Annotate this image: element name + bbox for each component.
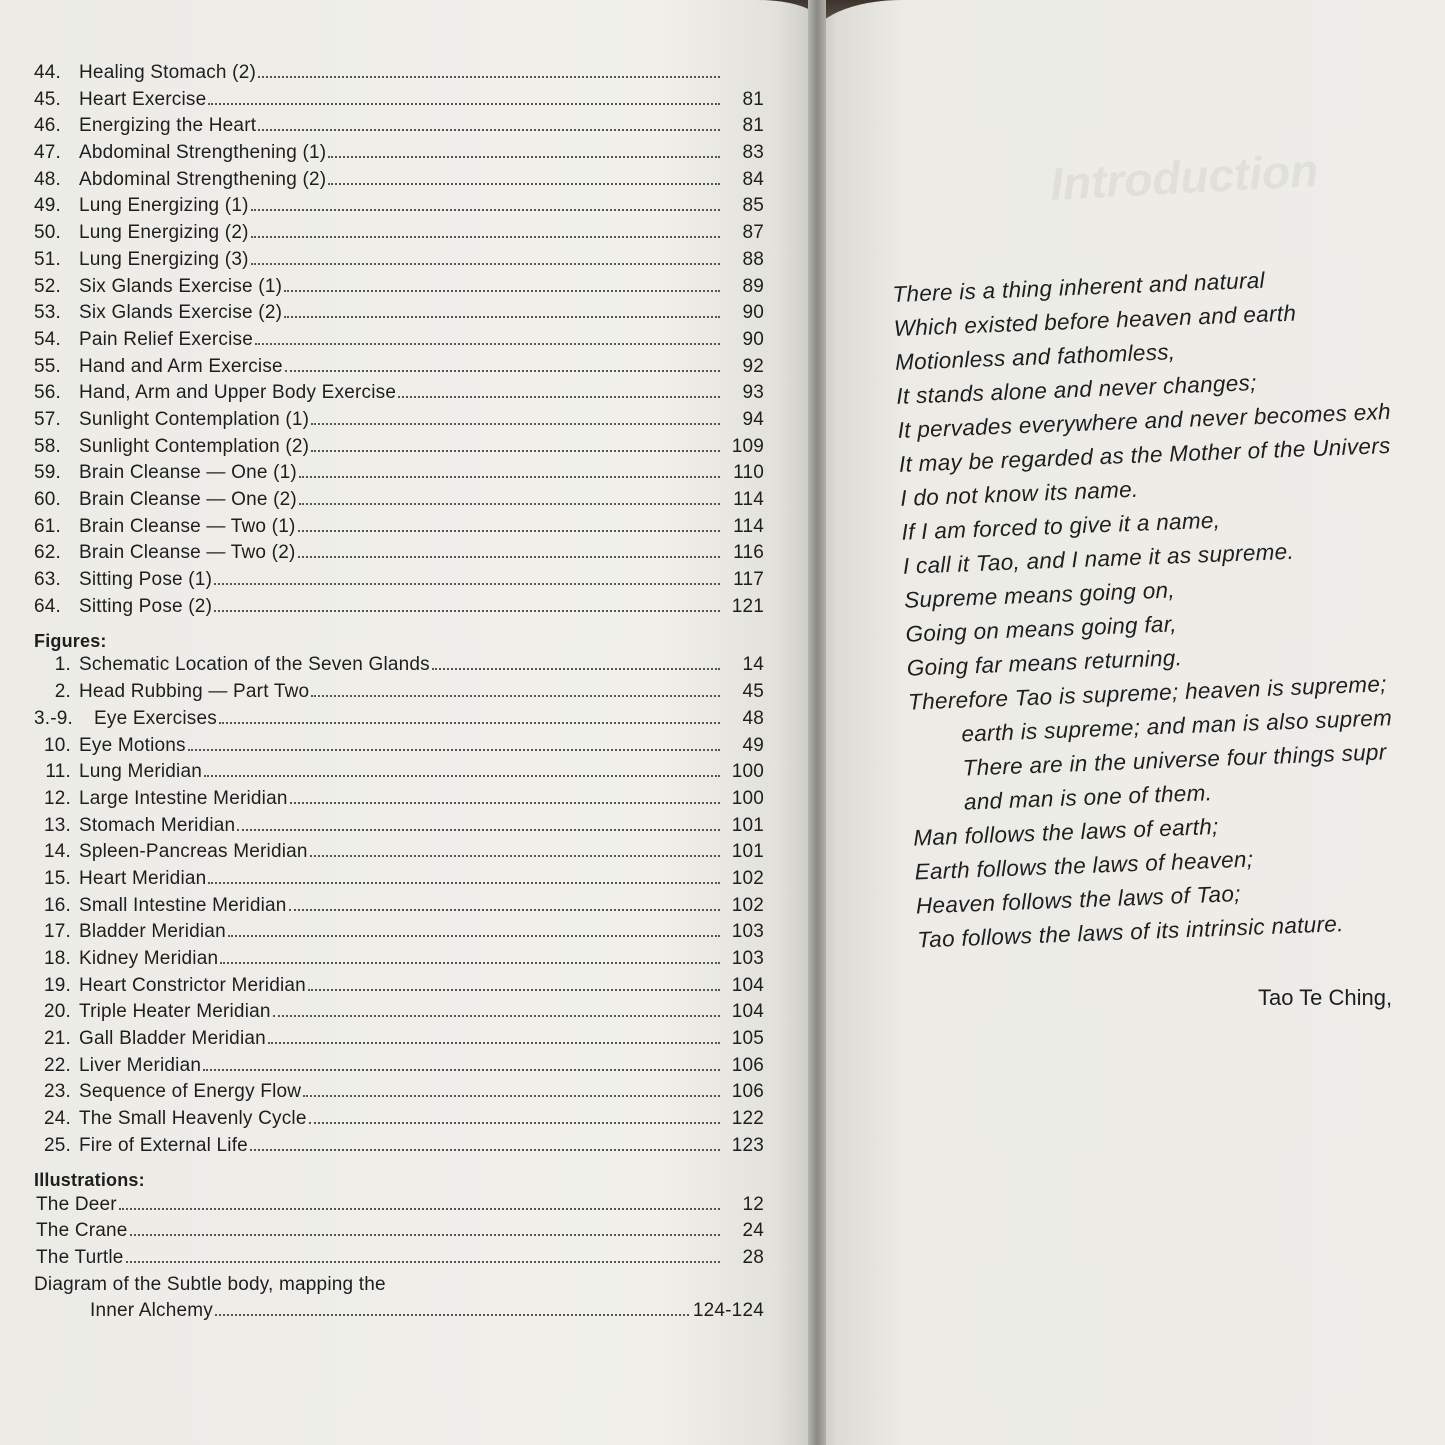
- dot-leader: [220, 962, 720, 964]
- entry-title: Sunlight Contemplation (1): [79, 408, 310, 430]
- entry-title: Head Rubbing — Part Two: [79, 681, 310, 703]
- entry-title: Sequence of Energy Flow: [79, 1081, 302, 1103]
- poem-line: Earth follows the laws of heaven;: [914, 846, 1254, 885]
- toc-row: [34, 356, 764, 383]
- entry-page: 24: [742, 1220, 764, 1242]
- entry-title: The Small Heavenly Cycle: [79, 1108, 307, 1130]
- entry-number: 22.: [43, 1054, 71, 1076]
- entry-number: 55.: [34, 355, 62, 377]
- entry-number: 54.: [34, 328, 62, 350]
- entry-title: Liver Meridian: [79, 1054, 202, 1076]
- entry-page: 49: [742, 734, 764, 756]
- toc-row: [34, 1081, 764, 1108]
- entry-title: Eye Exercises: [94, 707, 217, 729]
- poem-line: Tao follows the laws of its intrinsic nature.: [916, 911, 1345, 953]
- dot-leader: [251, 236, 720, 238]
- dot-leader: [250, 1149, 720, 1151]
- entry-title: Stomach Meridian: [79, 814, 236, 836]
- dot-leader: [268, 1042, 720, 1044]
- dot-leader: [298, 530, 720, 532]
- entry-title: Triple Heater Meridian: [79, 1001, 271, 1023]
- entry-number: 64.: [34, 595, 62, 617]
- dot-leader: [284, 316, 720, 318]
- entry-page: 100: [731, 787, 764, 809]
- entry-number: 46.: [34, 115, 62, 137]
- dot-leader: [126, 1261, 720, 1263]
- toc-row: [34, 975, 764, 1002]
- poem-line: There is a thing inherent and natural: [892, 267, 1266, 307]
- entry-number: 23.: [43, 1081, 71, 1103]
- toc-row: [34, 1108, 764, 1135]
- entry-page: 106: [731, 1081, 764, 1103]
- dot-leader: [299, 476, 720, 478]
- entry-title: Brain Cleanse — Two (1): [79, 515, 296, 537]
- dot-leader: [328, 156, 720, 158]
- entry-title: Brain Cleanse — One (1): [79, 462, 297, 484]
- entry-title: The Crane: [36, 1220, 128, 1242]
- dot-leader: [208, 882, 720, 884]
- poem-line: It stands alone and never changes;: [895, 370, 1258, 409]
- entry-page: 110: [733, 462, 764, 484]
- dot-leader: [310, 855, 720, 857]
- photographs-list: [34, 62, 764, 622]
- entry-title: Lung Energizing (2): [79, 222, 249, 244]
- toc-row: [34, 169, 764, 196]
- toc-row: [34, 1001, 764, 1028]
- dot-leader: [228, 935, 720, 937]
- entry-title: Small Intestine Meridian: [79, 894, 287, 916]
- entry-page: 123: [731, 1134, 764, 1156]
- toc-row: [34, 516, 764, 543]
- toc-row: [34, 249, 764, 276]
- entry-title: Fire of External Life: [79, 1134, 248, 1156]
- entry-title: Schematic Location of the Seven Glands: [79, 654, 430, 676]
- poem-line: There are in the universe four things supr: [962, 739, 1387, 781]
- book-gutter: [808, 0, 826, 1445]
- entry-page: 102: [731, 894, 764, 916]
- entry-title: Lung Meridian: [79, 761, 203, 783]
- entry-title: Lung Energizing (3): [79, 248, 249, 270]
- toc-row: [34, 276, 764, 303]
- entry-number: 61.: [34, 515, 62, 537]
- entry-number: 1.: [54, 654, 71, 676]
- entry-number: 59.: [34, 462, 62, 484]
- entry-number: 49.: [34, 195, 62, 217]
- dot-leader: [204, 775, 720, 777]
- toc-row: [34, 222, 764, 249]
- dot-leader: [188, 749, 720, 751]
- dot-leader: [203, 1069, 720, 1071]
- entry-number: 10.: [43, 734, 71, 756]
- entry-page: 101: [731, 841, 764, 863]
- poem-line: Motionless and fathomless,: [894, 339, 1176, 375]
- entry-title: Healing Stomach (2): [79, 62, 256, 83]
- toc-row: [34, 115, 764, 142]
- entry-number: 11.: [45, 761, 71, 783]
- entry-number: 16.: [43, 894, 71, 916]
- entry-page: 45: [742, 681, 764, 703]
- entry-number: 60.: [34, 489, 62, 510]
- entry-title: Energizing the Heart: [79, 115, 257, 137]
- entry-number: 62.: [34, 542, 62, 564]
- toc-row: [34, 569, 764, 596]
- entry-page: 28: [742, 1246, 764, 1268]
- toc-row: [34, 89, 764, 116]
- entry-title: Spleen-Pancreas Meridian: [79, 841, 308, 863]
- entry-number: 53.: [34, 302, 62, 324]
- toc-row: [34, 681, 764, 708]
- entry-page: 93: [742, 382, 764, 404]
- entry-page: 12: [742, 1193, 764, 1215]
- toc-row: [34, 1247, 764, 1274]
- dot-leader: [309, 1122, 720, 1124]
- entry-number: 3.-9.: [34, 707, 74, 729]
- bleed-through-title: Introduction: [1048, 144, 1320, 210]
- toc-row: [34, 142, 764, 169]
- toc-row: [34, 921, 764, 948]
- dot-leader: [284, 290, 720, 292]
- entry-title: Abdominal Strengthening (2): [79, 168, 327, 190]
- entry-page: 85: [742, 195, 764, 217]
- illustrations-heading: Illustrations:: [34, 1170, 145, 1190]
- dot-leader: [255, 343, 720, 345]
- toc-row: [34, 735, 764, 762]
- entry-number: 17.: [43, 921, 71, 943]
- entry-page: 92: [742, 355, 764, 377]
- entry-number: 19.: [43, 974, 71, 996]
- entry-page: 121: [731, 595, 764, 617]
- entry-number: 21.: [43, 1028, 71, 1050]
- entry-number: 47.: [34, 142, 62, 164]
- entry-page: 84: [742, 168, 764, 190]
- entry-page: 114: [733, 489, 764, 510]
- diagram-entry-title-line2: Inner Alchemy: [90, 1299, 213, 1321]
- entry-title: The Deer: [36, 1193, 117, 1215]
- entry-title: Brain Cleanse — One (2): [79, 489, 297, 510]
- poem-line: Going far means returning.: [906, 645, 1183, 681]
- poem-line: Therefore Tao is supreme; heaven is supreme;: [907, 671, 1388, 715]
- toc-row: [34, 1135, 764, 1162]
- entry-number: 48.: [34, 168, 62, 190]
- toc-row: [34, 195, 764, 222]
- toc-row: [34, 596, 764, 623]
- toc-row: [34, 815, 764, 842]
- entry-title: Large Intestine Meridian: [79, 787, 288, 809]
- dot-leader: [311, 423, 720, 425]
- entry-title: Abdominal Strengthening (1): [79, 142, 327, 164]
- entry-title: Sitting Pose (1): [79, 569, 213, 591]
- poem-line: I call it Tao, and I name it as supreme.: [902, 538, 1295, 579]
- figures-list: [34, 654, 764, 1161]
- entry-page: 122: [731, 1108, 764, 1130]
- dot-leader: [308, 989, 720, 991]
- poem-line: earth is supreme; and man is also suprem: [960, 705, 1393, 747]
- toc-row: [34, 761, 764, 788]
- entry-title: The Turtle: [36, 1246, 124, 1268]
- entry-title: Hand, Arm and Upper Body Exercise: [79, 382, 397, 404]
- table-of-contents: [34, 62, 764, 1326]
- dot-leader: [258, 129, 720, 131]
- entry-page: 117: [733, 569, 764, 591]
- entry-number: 52.: [34, 275, 62, 297]
- entry-title: Eye Motions: [79, 734, 186, 756]
- entry-page: 100: [731, 761, 764, 783]
- dot-leader: [219, 722, 720, 724]
- poem-line: Heaven follows the laws of Tao;: [915, 881, 1242, 919]
- dot-leader: [237, 829, 720, 831]
- dot-leader: [328, 183, 720, 185]
- entry-title: Bladder Meridian: [79, 921, 226, 943]
- entry-page: 94: [742, 408, 764, 430]
- poem-epigraph: [892, 258, 1445, 961]
- toc-row: [34, 542, 764, 569]
- entry-title: Heart Constrictor Meridian: [79, 974, 306, 996]
- entry-number: 14.: [43, 841, 71, 863]
- dot-leader: [273, 1015, 720, 1017]
- dot-leader: [290, 802, 720, 804]
- entry-number: 2.: [54, 681, 71, 703]
- toc-row: [34, 868, 764, 895]
- entry-number: 20.: [43, 1001, 71, 1023]
- toc-row: [34, 329, 764, 356]
- entry-number: 18.: [43, 948, 71, 969]
- toc-row: [34, 1055, 764, 1082]
- entry-title: Six Glands Exercise (2): [79, 302, 283, 324]
- toc-row: [34, 788, 764, 815]
- toc-row: [34, 948, 764, 975]
- entry-page: 90: [742, 328, 764, 350]
- entry-page: 83: [742, 142, 764, 164]
- toc-row: [34, 489, 764, 516]
- entry-page: 109: [731, 435, 764, 457]
- poem-line: Supreme means going on,: [903, 577, 1176, 613]
- dot-leader: [285, 370, 720, 372]
- toc-row: [34, 1028, 764, 1055]
- entry-title: Pain Relief Exercise: [79, 328, 254, 350]
- entry-page: 81: [742, 115, 764, 137]
- dot-leader: [311, 695, 720, 697]
- dot-leader: [258, 76, 720, 78]
- entry-number: 44.: [34, 62, 62, 83]
- entry-title: Gall Bladder Meridian: [79, 1028, 266, 1050]
- toc-row: [34, 62, 764, 89]
- dot-leader: [214, 610, 720, 612]
- poem-line: and man is one of them.: [963, 780, 1213, 815]
- entry-number: 15.: [43, 867, 71, 889]
- toc-row: [34, 1220, 764, 1247]
- entry-number: 50.: [34, 222, 62, 244]
- dot-leader: [215, 1314, 689, 1316]
- diagram-entry: [34, 1274, 764, 1326]
- dot-leader: [289, 909, 720, 911]
- entry-title: Heart Meridian: [79, 867, 207, 889]
- entry-page: 104: [731, 1001, 764, 1023]
- illustrations-list: [34, 1194, 764, 1274]
- entry-page: 103: [731, 921, 764, 943]
- dot-leader: [251, 263, 720, 265]
- toc-row: [34, 409, 764, 436]
- dot-leader: [119, 1208, 720, 1210]
- entry-title: Brain Cleanse — Two (2): [79, 542, 296, 564]
- dot-leader: [303, 1095, 720, 1097]
- entry-page: 87: [742, 222, 764, 244]
- entry-title: Lung Energizing (1): [79, 195, 249, 217]
- entry-page: 88: [742, 248, 764, 270]
- toc-row: [34, 895, 764, 922]
- toc-row: [34, 302, 764, 329]
- entry-title: Kidney Meridian: [79, 948, 219, 969]
- entry-title: Six Glands Exercise (1): [79, 275, 283, 297]
- toc-row: [34, 708, 764, 735]
- toc-row: [34, 841, 764, 868]
- poem-attribution: Tao Te Ching,: [1258, 985, 1393, 1010]
- poem-line: It may be regarded as the Mother of the Univers: [898, 432, 1391, 477]
- dot-leader: [251, 209, 720, 211]
- entry-number: 25.: [43, 1134, 71, 1156]
- poem-line: Man follows the laws of earth;: [912, 813, 1220, 851]
- entry-page: 101: [731, 814, 764, 836]
- entry-number: 58.: [34, 435, 62, 457]
- poem-line: If I am forced to give it a name,: [901, 507, 1221, 545]
- entry-page: 114: [733, 515, 764, 537]
- poem-line: I do not know its name.: [899, 476, 1139, 511]
- entry-page: 116: [733, 542, 764, 564]
- entry-page: 102: [731, 867, 764, 889]
- entry-number: 51.: [34, 248, 62, 270]
- dot-leader: [298, 556, 720, 558]
- entry-page: 14: [742, 654, 764, 676]
- poem-line: Going on means going far,: [905, 611, 1178, 647]
- toc-row: [34, 436, 764, 463]
- entry-page: 81: [742, 88, 764, 110]
- diagram-entry-page: 124-124: [692, 1299, 764, 1321]
- entry-number: 13.: [43, 814, 71, 836]
- entry-title: Sitting Pose (2): [79, 595, 213, 617]
- entry-number: 57.: [34, 408, 62, 430]
- entry-number: 63.: [34, 569, 62, 591]
- dot-leader: [299, 503, 720, 505]
- entry-title: Sunlight Contemplation (2): [79, 435, 310, 457]
- entry-page: 89: [742, 275, 764, 297]
- dot-leader: [311, 450, 720, 452]
- entry-page: 90: [742, 302, 764, 324]
- dot-leader: [432, 668, 720, 670]
- entry-page: 104: [731, 974, 764, 996]
- dot-leader: [130, 1234, 720, 1236]
- diagram-entry-title-line1: Diagram of the Subtle body, mapping the: [34, 1273, 386, 1295]
- dot-leader: [214, 583, 720, 585]
- toc-row: [34, 462, 764, 489]
- entry-title: Heart Exercise: [79, 88, 207, 110]
- figures-heading: Figures:: [34, 630, 107, 651]
- poem-line: Which existed before heaven and earth: [893, 300, 1297, 341]
- entry-page: 48: [742, 707, 764, 729]
- entry-page: 105: [731, 1028, 764, 1050]
- poem-line: It pervades everywhere and never becomes exh: [897, 398, 1392, 443]
- dot-leader: [208, 103, 720, 105]
- entry-page: 106: [731, 1054, 764, 1076]
- entry-number: 24.: [43, 1108, 71, 1130]
- dot-leader: [398, 396, 720, 398]
- entry-number: 56.: [34, 382, 62, 404]
- entry-number: 12.: [43, 787, 71, 809]
- toc-row: [34, 1194, 764, 1221]
- toc-row: [34, 382, 764, 409]
- entry-number: 45.: [34, 88, 62, 110]
- entry-page: 103: [731, 948, 764, 969]
- entry-title: Hand and Arm Exercise: [79, 355, 283, 377]
- toc-row: [34, 654, 764, 681]
